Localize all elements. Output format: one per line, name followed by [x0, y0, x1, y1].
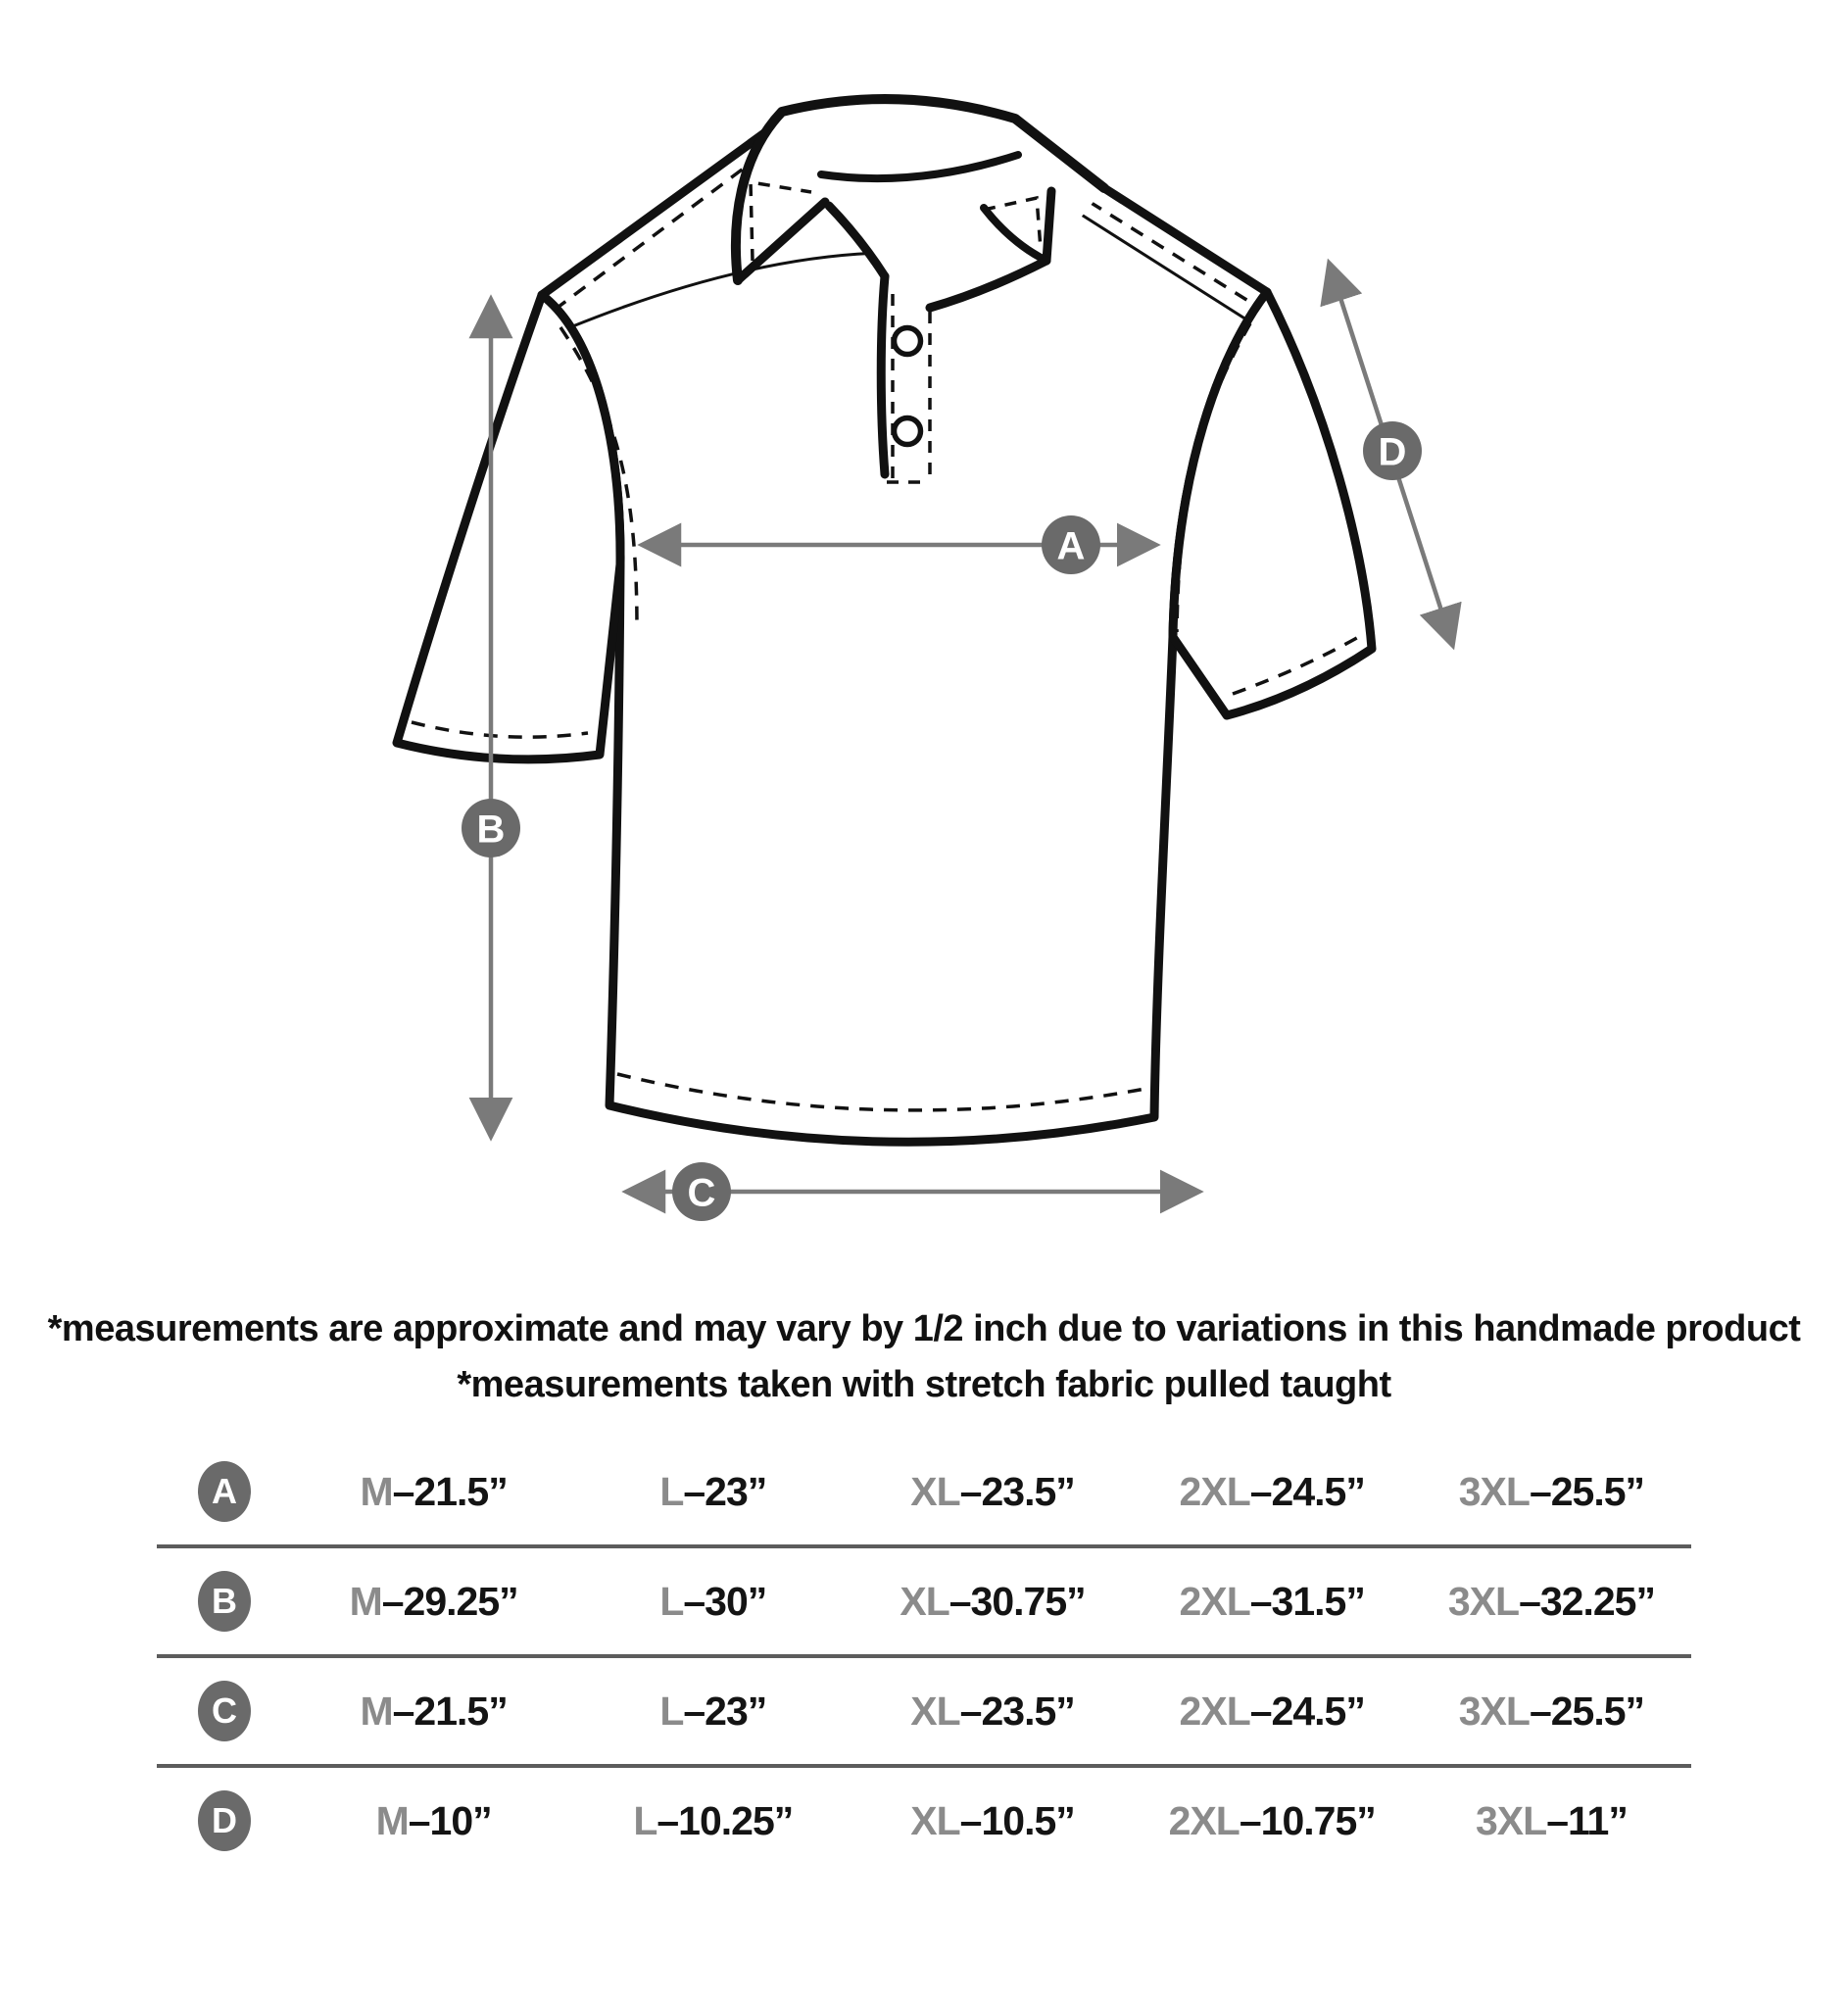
svg-text:A: A [1056, 524, 1086, 568]
size-cell: XL–30.75” [900, 1578, 1086, 1624]
size-cell: 3XL–25.5” [1458, 1468, 1645, 1514]
size-cell: L–23” [659, 1688, 767, 1734]
size-cell: L–23” [659, 1468, 767, 1514]
size-cell: M–21.5” [360, 1468, 508, 1514]
table-row-d [157, 1768, 1691, 1874]
measurement-badge-a [1042, 515, 1100, 574]
measurement-badge-b [462, 799, 520, 857]
size-cell: 2XL–24.5” [1179, 1688, 1365, 1734]
size-cell: 2XL–10.75” [1168, 1797, 1376, 1843]
size-cell: L–30” [659, 1578, 767, 1624]
size-cell: M–21.5” [360, 1688, 508, 1734]
button-top [895, 328, 921, 355]
svg-text:D: D [1378, 430, 1407, 474]
size-cell: XL–23.5” [910, 1688, 1075, 1734]
size-cell: 2XL–31.5” [1179, 1578, 1365, 1624]
disclaimer-line-2: *measurements taken with stretch fabric pulled taught [457, 1364, 1391, 1405]
size-cell: L–10.25” [633, 1797, 794, 1843]
row-badge-d: D [198, 1790, 251, 1851]
svg-text:C: C [687, 1171, 716, 1215]
measurement-arrow-c [628, 1162, 1197, 1221]
measurement-disclaimer [0, 1301, 1848, 1413]
size-cell: XL–23.5” [910, 1468, 1075, 1514]
svg-text:B: B [476, 808, 506, 852]
table-row-a [157, 1439, 1691, 1544]
measurement-badge-c [672, 1162, 731, 1221]
measurement-badge-d [1363, 421, 1422, 480]
disclaimer-line-1: *measurements are approximate and may vary by 1/2 inch due to variations in this handmade product [47, 1308, 1801, 1349]
size-table [157, 1439, 1691, 1874]
size-cell: 3XL–11” [1475, 1797, 1628, 1843]
row-badge-b: B [198, 1571, 251, 1632]
shirt-left-sleeve [397, 295, 620, 759]
row-badge-a: A [198, 1461, 251, 1522]
size-cell: 3XL–25.5” [1458, 1688, 1645, 1734]
size-cell: 3XL–32.25” [1447, 1578, 1655, 1624]
button-bottom [895, 418, 921, 445]
size-cell: 2XL–24.5” [1179, 1468, 1365, 1514]
table-row-c [157, 1658, 1691, 1764]
row-badge-c: C [198, 1681, 251, 1741]
size-cell: M–10” [375, 1797, 492, 1843]
size-cell: XL–10.5” [910, 1797, 1075, 1843]
table-row-b [157, 1548, 1691, 1654]
size-cell: M–29.25” [349, 1578, 518, 1624]
